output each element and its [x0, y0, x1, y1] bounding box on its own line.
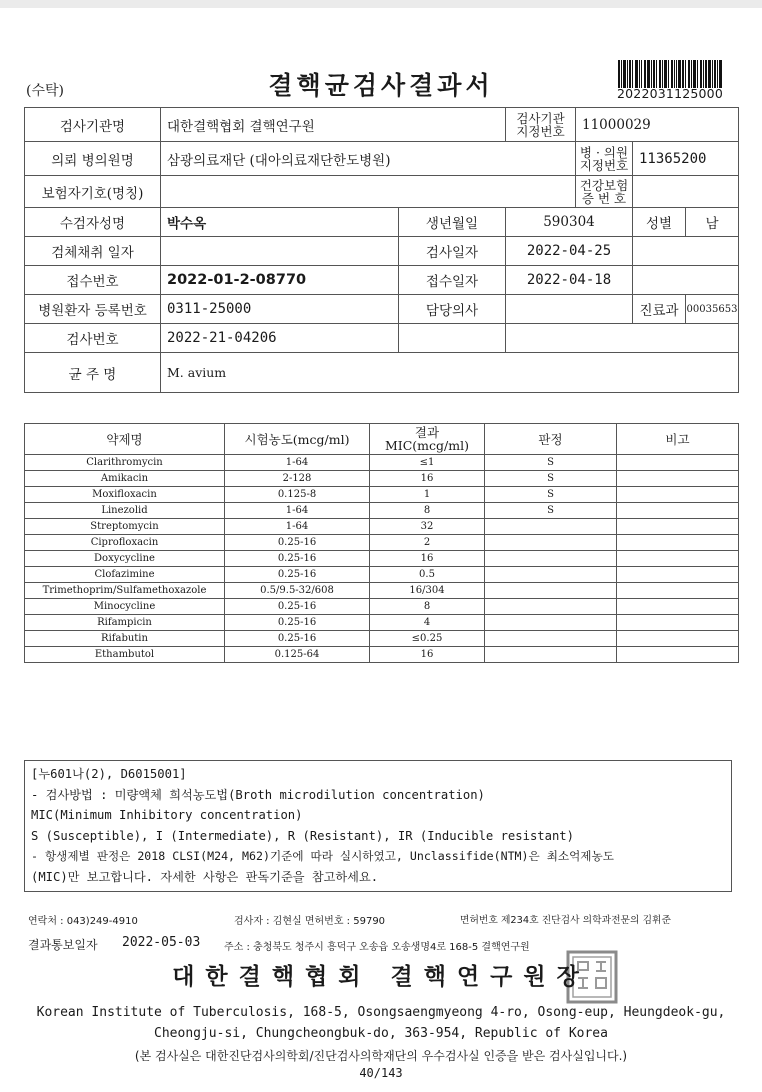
remark	[617, 583, 739, 599]
requester: 삼광의료재단 (대아의료재단한도병원)	[161, 142, 576, 176]
interpretation	[485, 567, 617, 583]
lab-code-label	[506, 108, 576, 142]
table-row	[25, 503, 739, 519]
organism: M. avium	[161, 353, 739, 393]
mic-value: 0.5	[370, 567, 485, 583]
col-range-header: 시험농도(mcg/ml)	[225, 424, 370, 455]
drug-name: Linezolid	[25, 503, 225, 519]
test-date: 2022-04-25	[506, 237, 633, 266]
col-mic-header-2: MIC(mcg/ml)	[385, 438, 469, 453]
health-id-label	[576, 176, 633, 208]
mic-value: 2	[370, 535, 485, 551]
hosp-reg-label: 병원환자 등록번호	[25, 295, 161, 324]
remark	[617, 631, 739, 647]
clinic-code-label-1: 병 · 의원	[579, 144, 629, 160]
blank-cell	[399, 324, 506, 353]
sex: 남	[686, 208, 739, 237]
table-row	[25, 631, 739, 647]
interpretation	[485, 647, 617, 663]
barcode-icon	[618, 60, 722, 88]
exam-no: 2022-21-04206	[161, 324, 399, 353]
dept: 00035653	[686, 295, 739, 324]
info-row-receipt	[25, 266, 739, 295]
test-range: 1-64	[225, 503, 370, 519]
note-line: - 검사방법 : 미량액체 희석농도법(Broth microdilution concentration)	[31, 787, 485, 802]
table-row	[25, 647, 739, 663]
health-id-label-1: 건강보험	[579, 177, 629, 193]
notes-box	[24, 760, 732, 892]
interpretation: S	[485, 455, 617, 471]
birth-label: 생년월일	[399, 208, 506, 237]
table-row	[25, 583, 739, 599]
lab-name: 대한결핵협회 결핵연구원	[161, 108, 506, 142]
interpretation	[485, 551, 617, 567]
health-id-label-2: 증 번 호	[581, 190, 627, 206]
doctor-label: 담당의사	[399, 295, 506, 324]
blank-cell	[633, 237, 739, 266]
test-range: 0.5/9.5-32/608	[225, 583, 370, 599]
lab-code-label-2: 지정번호	[516, 123, 565, 139]
test-range: 0.125-8	[225, 487, 370, 503]
drug-name: Clarithromycin	[25, 455, 225, 471]
remark	[617, 455, 739, 471]
page-number: 40/143	[359, 1066, 403, 1080]
mic-value: 8	[370, 503, 485, 519]
table-row	[25, 471, 739, 487]
receipt-date: 2022-04-18	[506, 266, 633, 295]
interpretation	[485, 615, 617, 631]
doctor	[506, 295, 633, 324]
test-range: 0.125-64	[225, 647, 370, 663]
note-line: MIC(Minimum Inhibitory concentration)	[31, 808, 303, 822]
remark	[617, 551, 739, 567]
report-date-label: 결과통보일자	[28, 938, 98, 952]
mic-value: 16/304	[370, 583, 485, 599]
remark	[617, 647, 739, 663]
copy-label: (수탁)	[26, 83, 64, 99]
interpretation	[485, 535, 617, 551]
patient-name-label: 수검자성명	[25, 208, 161, 237]
contact: 연락처 : 043)249-4910	[28, 916, 138, 927]
address-en-line-2: Cheongju-si, Chungcheongbuk-do, 363-954, Republic of Korea	[154, 1026, 608, 1041]
interpretation: S	[485, 471, 617, 487]
barcode-number: 2022031125000	[617, 86, 723, 101]
col-mic-header-1: 결과	[414, 425, 440, 440]
remark	[617, 535, 739, 551]
clinic-code: 11365200	[633, 142, 739, 176]
table-row	[25, 535, 739, 551]
test-range: 0.25-16	[225, 615, 370, 631]
drug-name: Rifampicin	[25, 615, 225, 631]
blank-cell	[633, 266, 739, 295]
collect-date	[161, 237, 399, 266]
mic-value: 1	[370, 487, 485, 503]
info-row-hospital	[25, 295, 739, 324]
col-remark-header: 비고	[617, 424, 739, 455]
drug-name: Doxycycline	[25, 551, 225, 567]
info-row-insured	[25, 176, 739, 208]
col-mic-header	[370, 424, 485, 455]
note-line: [누601나(2), D6015001]	[31, 767, 187, 781]
drug-name: Ethambutol	[25, 647, 225, 663]
mic-value: 4	[370, 615, 485, 631]
lab-code-label-1: 검사기관	[516, 110, 565, 126]
remark	[617, 567, 739, 583]
drug-name: Rifabutin	[25, 631, 225, 647]
insured-label: 보험자기호(명칭)	[25, 176, 161, 208]
report-date: 2022-05-03	[122, 935, 201, 950]
table-row	[25, 487, 739, 503]
remark	[617, 599, 739, 615]
test-range: 1-64	[225, 519, 370, 535]
test-range: 0.25-16	[225, 631, 370, 647]
test-range: 0.25-16	[225, 567, 370, 583]
info-row-patient	[25, 208, 739, 237]
info-row-dates	[25, 237, 739, 266]
mic-value: 16	[370, 647, 485, 663]
receipt-date-label: 접수일자	[399, 266, 506, 295]
drug-name: Minocycline	[25, 599, 225, 615]
interpretation	[485, 631, 617, 647]
test-range: 0.25-16	[225, 535, 370, 551]
test-range: 0.25-16	[225, 551, 370, 567]
lab-code: 11000029	[576, 108, 739, 142]
info-row-exam	[25, 324, 739, 353]
sex-label: 성별	[633, 208, 686, 237]
drug-name: Amikacin	[25, 471, 225, 487]
mic-value: 8	[370, 599, 485, 615]
lab-name-label: 검사기관명	[25, 108, 161, 142]
requester-label: 의뢰 병의원명	[25, 142, 161, 176]
interpretation: S	[485, 503, 617, 519]
col-drug-header: 약제명	[25, 424, 225, 455]
note-line: S (Susceptible), I (Intermediate), R (Resistant), IR (Inducible resistant)	[31, 828, 574, 843]
mic-value: ≤0.25	[370, 631, 485, 647]
insured	[161, 176, 576, 208]
test-date-label: 검사일자	[399, 237, 506, 266]
health-id	[633, 176, 739, 208]
drug-name: Moxifloxacin	[25, 487, 225, 503]
patient-name: 박수옥	[161, 208, 399, 237]
info-table	[24, 107, 739, 393]
info-row-requester	[25, 142, 739, 176]
table-row	[25, 551, 739, 567]
table-row	[25, 599, 739, 615]
mic-value: 32	[370, 519, 485, 535]
address-kr: 주소 : 충청북도 청주시 흥덕구 오송읍 오송생명4로 168-5 결핵연구원	[224, 942, 530, 953]
exam-no-label: 검사번호	[25, 324, 161, 353]
results-table	[24, 423, 739, 663]
table-row	[25, 455, 739, 471]
interpretation	[485, 519, 617, 535]
top-band	[0, 0, 762, 8]
receipt-no-label: 접수번호	[25, 266, 161, 295]
mic-value: ≤1	[370, 455, 485, 471]
blank-cell	[506, 324, 739, 353]
mic-value: 16	[370, 471, 485, 487]
drug-name: Clofazimine	[25, 567, 225, 583]
test-range: 0.25-16	[225, 599, 370, 615]
drug-name: Streptomycin	[25, 519, 225, 535]
receipt-no: 2022-01-2-08770	[161, 266, 399, 295]
test-range: 1-64	[225, 455, 370, 471]
col-interp-header: 판정	[485, 424, 617, 455]
hosp-reg: 0311-25000	[161, 295, 399, 324]
page-title: 결핵균검사결과서	[268, 71, 494, 100]
collect-date-label: 검체채취 일자	[25, 237, 161, 266]
test-range: 2-128	[225, 471, 370, 487]
table-row	[25, 567, 739, 583]
clinic-code-label-2: 지정번호	[579, 157, 629, 173]
drug-name: Trimethoprim/Sulfamethoxazole	[25, 583, 225, 599]
note-line: (MIC)만 보고합니다. 자세한 사항은 판독기준을 참고하세요.	[31, 869, 379, 884]
certification-note: (본 검사실은 대한진단검사의학회/진단검사의학재단의 우수검사실 인증을 받은 검사실입니다.)	[134, 1049, 628, 1063]
remark	[617, 503, 739, 519]
dept-label: 진료과	[633, 295, 686, 324]
interpretation	[485, 599, 617, 615]
birth: 590304	[506, 208, 633, 237]
mic-value: 16	[370, 551, 485, 567]
note-line: - 항생제별 판정은 2018 CLSI(M24, M62)기준에 따라 실시하였고, Unclassifide(NTM)은 최소억제농도	[31, 849, 614, 863]
interpretation: S	[485, 487, 617, 503]
organism-label: 균 주 명	[25, 353, 161, 393]
organization-name: 대한결핵협회 결핵연구원장	[172, 964, 590, 990]
table-row	[25, 519, 739, 535]
remark	[617, 615, 739, 631]
remark	[617, 471, 739, 487]
license: 면허번호 제234호 진단검사 의학과전문의 김휘준	[460, 915, 671, 926]
remark	[617, 519, 739, 535]
table-row	[25, 615, 739, 631]
address-en-line-1: Korean Institute of Tuberculosis, 168-5, Osongsaengmyeong 4-ro, Osong-eup, Heungdeok-gu,	[36, 1005, 726, 1020]
info-row-lab	[25, 108, 739, 142]
remark	[617, 487, 739, 503]
interpretation	[485, 583, 617, 599]
info-row-organism	[25, 353, 739, 393]
clinic-code-label	[576, 142, 633, 176]
drug-name: Ciprofloxacin	[25, 535, 225, 551]
results-header-row	[25, 424, 739, 455]
examiner: 검사자 : 김현실 면허번호 : 59790	[234, 916, 386, 927]
